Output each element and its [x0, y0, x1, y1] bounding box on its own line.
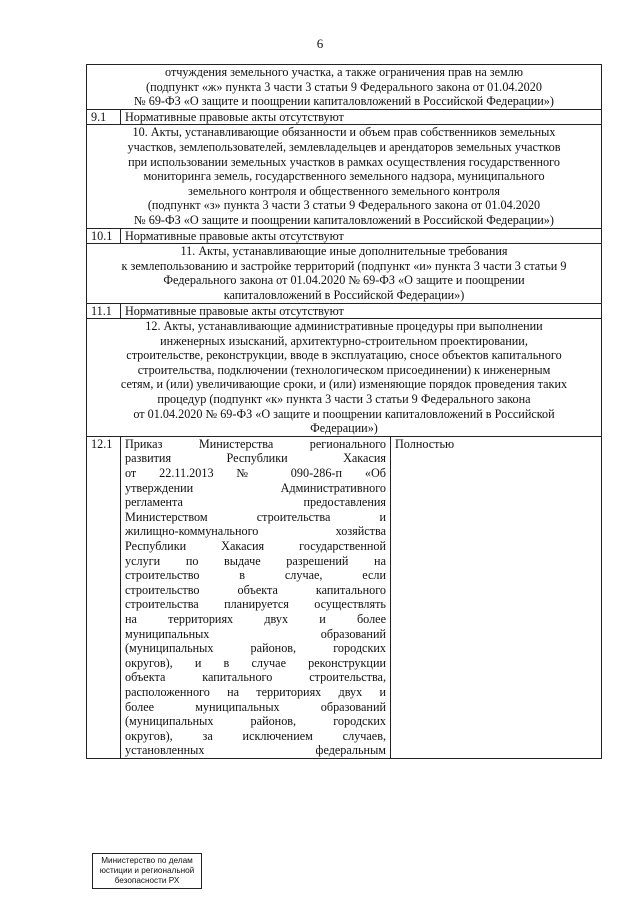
act-title-line: развития Республики Хакасия	[125, 451, 386, 466]
section-heading-line: строительства, подключении (технологическом присоединении) к инженерным	[137, 362, 551, 377]
act-title-line: услуги по выдаче разрешений на	[125, 553, 386, 568]
section-heading-line: строительстве, реконструкции, вводе в эксплуатацию, сносе объектов капитального	[126, 348, 562, 363]
act-title-line: (муниципальных районов, городских	[125, 714, 386, 729]
act-title-line: расположенного на территориях двух и	[125, 684, 386, 699]
act-title-line: Республики Хакасия государственной	[125, 539, 386, 553]
section-heading-row	[87, 244, 602, 303]
section-heading-row	[87, 125, 602, 228]
item-number: 9.1	[87, 109, 121, 125]
act-title-line: Министерством строительства и	[125, 509, 386, 524]
stamp-line: Министерство по делам	[101, 856, 193, 865]
section-heading	[87, 244, 602, 303]
scope-of-application: Полностью	[391, 436, 602, 758]
table-row	[87, 228, 602, 244]
section-heading-line: процедур (подпункт «к» пункта 3 части 3 статьи 9 Федерального закона	[157, 392, 531, 407]
section-heading-line: 11. Акты, устанавливающие иные дополнительные требования	[180, 244, 508, 259]
section-heading-line: отчуждения земельного участка, а также ограничения прав на землю	[165, 65, 523, 79]
act-title-line: регламента предоставления	[125, 495, 386, 510]
section-heading-line: земельного контроля и общественного земельного контроля	[188, 183, 500, 198]
section-heading-row	[87, 319, 602, 437]
item-text: Нормативные правовые акты отсутствуют	[121, 303, 602, 319]
registration-stamp	[92, 853, 202, 889]
section-heading-line: (подпункт «ж» пункта 3 части 3 статьи 9 Федерального закона от 01.04.2020	[146, 79, 542, 94]
table-row	[87, 436, 602, 758]
act-title-line: объекта капитального строительства,	[125, 670, 386, 685]
stamp-line: безопасности РХ	[114, 876, 180, 885]
act-title-line: (муниципальных районов, городских	[125, 641, 386, 656]
table-row	[87, 109, 602, 125]
section-heading-line: к землепользованию и застройке территорий (подпункт «и» пункта 3 части 3 статьи 9	[121, 258, 567, 273]
act-title-line: более муниципальных образований	[125, 699, 386, 714]
act-title-line: на территориях двух и более	[125, 611, 386, 626]
section-heading-line: Федерального закона от 01.04.2020 № 69-ФЗ «О защите и поощрении	[163, 273, 525, 288]
section-heading	[87, 125, 602, 228]
section-heading-line: сетям, и (или) увеличивающие сроки, и (или) изменяющие порядок проведения таких	[120, 377, 568, 392]
section-heading-line: № 69-ФЗ «О защите и поощрении капиталовложений в Российской Федерации»)	[134, 94, 554, 109]
section-heading-line: участков, землепользователей, землевладельцев и арендаторов земельных участков	[127, 139, 561, 154]
item-number: 12.1	[87, 436, 121, 758]
act-title-line: округов), и в случае реконструкции	[125, 655, 386, 670]
page-number: 6	[316, 36, 324, 51]
act-title-line: утверждении Административного	[125, 480, 386, 495]
section-heading-line: 12. Акты, устанавливающие административные процедуры при выполнении	[145, 319, 543, 334]
item-number: 11.1	[87, 303, 121, 319]
acts-table	[86, 64, 602, 759]
act-title-line: строительство объекта капитального	[125, 582, 386, 597]
act-title-line: строительство в случае, если	[125, 568, 386, 583]
act-title-line: жилищно-коммунального хозяйства	[125, 524, 386, 539]
section-heading	[87, 65, 602, 110]
act-title-line: установленных федеральным	[125, 743, 386, 758]
table-row	[87, 303, 602, 319]
acts-table-body	[87, 65, 602, 759]
item-text: Нормативные правовые акты отсутствуют	[121, 228, 602, 244]
section-heading-line: от 01.04.2020 № 69-ФЗ «О защите и поощрении капиталовложений в Российской	[133, 406, 555, 421]
section-heading-line: капиталовложений в Российской Федерации»)	[223, 287, 465, 302]
act-title-line: муниципальных образований	[125, 626, 386, 641]
act-title-line: округов), за исключением случаев,	[125, 728, 386, 743]
act-title-line: строительства планируется осуществлять	[125, 597, 386, 612]
section-heading-line: 10. Акты, устанавливающие обязанности и объем прав собственников земельных	[132, 125, 556, 140]
stamp-line: юстиции и региональной	[99, 866, 195, 875]
act-title-line: Приказ Министерства регионального	[125, 436, 386, 451]
section-heading-row	[87, 65, 602, 110]
section-heading-line: (подпункт «з» пункта 3 части 3 статьи 9 Федерального закона от 01.04.2020	[147, 198, 541, 213]
section-heading-line: при использовании земельных участков в рамках осуществления государственного	[128, 154, 560, 169]
section-heading-line: № 69-ФЗ «О защите и поощрении капиталовложений в Российской Федерации»)	[134, 212, 554, 227]
section-heading-line: Федерации»)	[310, 421, 378, 436]
section-heading	[87, 319, 602, 437]
section-heading-line: мониторинга земель, государственного земельного надзора, муниципального	[143, 169, 545, 184]
act-title	[121, 436, 391, 758]
item-text: Нормативные правовые акты отсутствуют	[121, 109, 602, 125]
section-heading-line: инженерных изысканий, архитектурно-строительном проектировании,	[160, 333, 528, 348]
act-title-line: от 22.11.2013 № 090-286-п «Об	[125, 466, 386, 481]
item-number: 10.1	[87, 228, 121, 244]
